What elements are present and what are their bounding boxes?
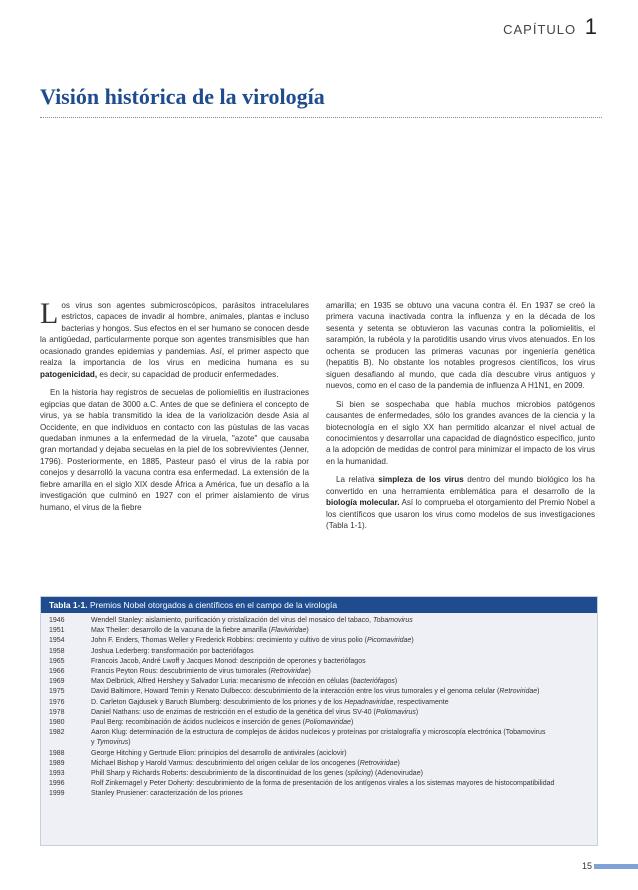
row-description: Wendell Stanley: aislamiento, purificación y cristalización del virus del mosaico del tabaco, Tobamovirus (91, 617, 413, 624)
paragraph-text: dentro del mundo biológico los ha convertido en una herramienta emblemática para el desarrollo de la (326, 475, 596, 496)
table-label: Tabla 1-1. (49, 600, 88, 610)
chapter-word: CAPÍTULO (503, 22, 577, 37)
table-row (49, 647, 589, 657)
table-body (41, 613, 597, 800)
table-row (49, 749, 589, 759)
paragraph-history: En la historia hay registros de secuelas de poliomielitis en ilustraciones egipcias que datan de 3000 a.C. Antes de que se definiera el concepto de virus, ya se había transmitido la idea de la variolización desde Asia al Occidente, en que individuos en contacto con las pústulas de las vacas quedaban inmunes a la enfermedad de la viruela, "azote" que causaba gran mortandad y dejaba secuelas en la piel de los sobrevivientes (Jenner, 1796). Posteriormente, en 1885, Pasteur pasó el virus de la rabia por conejos y desarrolló la vacuna contra esa enfermedad. La extensión de la fiebre amarilla en el siglo XIX desde África a América, fue un desafío a la investigación que culminó en 1927 con el primer aislamiento de virus humano, el virus de la fiebre (40, 388, 309, 512)
table-row (49, 687, 589, 697)
chapter-title: Visión histórica de la virología (40, 84, 325, 109)
row-year: 1976 (49, 698, 65, 706)
table-caption-text: Premios Nobel otorgados a científicos en el campo de la virología (89, 600, 338, 610)
row-year: 1954 (49, 637, 65, 645)
row-taxon: Picornaviridae (366, 637, 412, 645)
row-taxon: Retroviridae (359, 759, 398, 767)
row-year: 1989 (49, 759, 65, 767)
bold-term-biologia: biología molecular. (326, 498, 400, 508)
row-description: y Tymovirus) (91, 739, 131, 747)
page-number: 15 (581, 861, 592, 871)
row-year: 1965 (49, 657, 65, 665)
table-row (49, 636, 589, 646)
bold-term-simpleza: simpleza de los virus (378, 475, 464, 485)
row-description: Rolf Zinkernagel y Peter Doherty: descubrimiento de la forma de presentación de los antígenos virales a los sistemas mayores de histocompatibilidad (91, 780, 555, 788)
table-row (49, 779, 589, 789)
table-row (49, 759, 589, 769)
row-year: 1980 (49, 719, 65, 727)
row-description: Max Delbrück, Alfred Hershey y Salvador Luria: mecanismo de infección en células (bacteriófagos) (91, 678, 398, 686)
page-accent-bar (594, 864, 638, 869)
chapter-label (503, 14, 598, 40)
paragraph-intro (40, 297, 309, 380)
row-taxon: Tobamovirus (372, 617, 413, 624)
dropcap-letter: L (40, 297, 59, 330)
row-description: Daniel Nathans: uso de enzimas de restricción en el estudio de la genética del virus SV-40 (Poliomavirus) (91, 708, 419, 716)
row-taxon: Flaviviridae (271, 627, 307, 635)
table-row (49, 616, 589, 626)
row-taxon: Retroviridae (270, 668, 309, 676)
row-description: Paul Berg: recombinación de ácidos nucleicos e inserción de genes (Poliomaviridae) (91, 719, 354, 727)
row-description: Phill Sharp y Richards Roberts: descubrimiento de la discontinuidad de los genes (splicing) (Adenovirudae) (91, 770, 423, 778)
row-year: 1993 (49, 770, 65, 778)
title-divider (40, 117, 602, 118)
row-taxon: Poliomavirus (375, 708, 416, 716)
paragraph-text: La relativa (336, 475, 379, 485)
row-taxon: Tymovirus (96, 739, 129, 747)
paragraph-biotech: Si bien se sospechaba que había muchos microbios patógenos causantes de enfermedades, sólo los grandes avances de la ciencia y la biotecnología en el siglo XX han permitido alcanzar el nivel actual de conocimientos y desarrollar una capacidad de diagnóstico específico, junto a la adopción de medidas de control para minimizar el impacto de los virus en la humanidad. (326, 399, 595, 466)
row-year: 1966 (49, 668, 65, 676)
paragraph-text: os virus son agentes submicroscópicos, parásitos intracelulares estrictos, capaces de invadir al hombre, animales, plantas e incluso bacterias y hongos. Sus efectos en el ser humano se conocen desde la antigüedad, particularmente porque son agentes transmisibles que han ocasionado grandes epidemias y pandemias. Así, el primer aspecto que realza la importancia de los virus en medicina humana es su (40, 301, 309, 368)
table-row (49, 718, 589, 728)
table-caption (41, 597, 597, 613)
bold-term-patogenicidad: patogenicidad, (40, 369, 98, 379)
paragraph-text: es decir, su capacidad de producir enfermedades. (97, 369, 279, 379)
row-description: Aaron Klug: determinación de la estructura de complejos de ácidos nucleicos y proteínas por cristalografía y microscopía electrónica (Tobamovirus (91, 729, 546, 737)
row-description: Francois Jacob, André Lwoff y Jacques Monod: descripción de operones y bacteriófagos (91, 657, 366, 665)
row-year: 1969 (49, 678, 65, 686)
row-taxon: Hepadnaviridae (344, 698, 394, 706)
body-text (40, 297, 596, 568)
row-taxon: Poliomaviridae (305, 719, 351, 727)
nobel-table (40, 596, 598, 846)
row-year: 1958 (49, 647, 65, 655)
table-row (49, 769, 589, 779)
table-row (49, 698, 589, 708)
table-row (49, 738, 589, 748)
row-description: John F. Enders, Thomas Weller y Frederick Robbins: crecimiento y cultivo de virus polio (Picornaviridae) (91, 637, 414, 645)
row-description: Joshua Lederberg: transformación por bacteriófagos (91, 647, 254, 655)
row-description: David Baltimore, Howard Temin y Renato Dulbecco: descubrimiento de la interacción entre los virus tumorales y el genoma celular (Retroviridae) (91, 688, 540, 696)
row-taxon: Retroviridae (499, 688, 538, 696)
left-column (40, 297, 309, 568)
row-description: George Hitching y Gertrude Elion: principios del desarrollo de antivirales (aciclovir) (91, 749, 347, 757)
row-taxon: splicing (347, 770, 371, 778)
row-year: 1999 (49, 790, 65, 798)
row-year: 1996 (49, 780, 65, 788)
table-row (49, 626, 589, 636)
row-description: Max Theiler: desarrollo de la vacuna de la fiebre amarilla (Flaviviridae) (91, 627, 309, 635)
row-year: 1982 (49, 729, 65, 737)
table-row (49, 789, 589, 799)
row-description: Stanley Prusiener: caracterización de los priones (91, 790, 243, 798)
row-year: 1951 (49, 627, 65, 635)
row-year: 1988 (49, 749, 65, 757)
table-row (49, 728, 589, 738)
table-row (49, 677, 589, 687)
row-taxon: bacteriófagos (352, 678, 395, 686)
table-row (49, 657, 589, 667)
row-description: D. Carleton Gajdusek y Baruch Blumberg: descubrimiento de los priones y de los Hepadnaviridae, respectivamente (91, 698, 449, 706)
row-description: Michael Bishop y Harold Varmus: descubrimiento del origen celular de los oncogenes (Retroviridae) (91, 759, 400, 767)
row-year: 1975 (49, 688, 65, 696)
paragraph-molecular (326, 474, 595, 531)
paragraph-text: Así lo comprueba el otorgamiento del Premio Nobel a los científicos que usaron los virus como modelos de sus investigaciones (Tabla 1-1). (326, 498, 596, 531)
right-column (326, 300, 595, 568)
row-year: 1978 (49, 708, 65, 716)
row-year: 1946 (49, 617, 65, 624)
paragraph-vaccines: amarilla; en 1935 se obtuvo una vacuna contra él. En 1937 se creó la primera vacuna inactivada contra la influenza y en la década de los sesenta y setenta se obtuvieron las vacunas contra la poliomielitis, el sarampión, la rubéola y la parotiditis usando virus vivos atenuados. En los ochenta se producen las primeras vacunas por ingeniería genética (hepatitis B). No obstante los notables progresos científicos, los virus siguen desafiando al mundo, que cada día descubre virus antiguos y nuevos, como en el caso de la pandemia de influenza A H1N1, en 2009. (326, 301, 595, 391)
row-year (49, 738, 91, 748)
table-row (49, 667, 589, 677)
row-description: Francis Peyton Rous: descubrimiento de virus tumorales (Retroviridae) (91, 668, 311, 676)
chapter-number: 1 (584, 14, 598, 39)
table-row (49, 708, 589, 718)
